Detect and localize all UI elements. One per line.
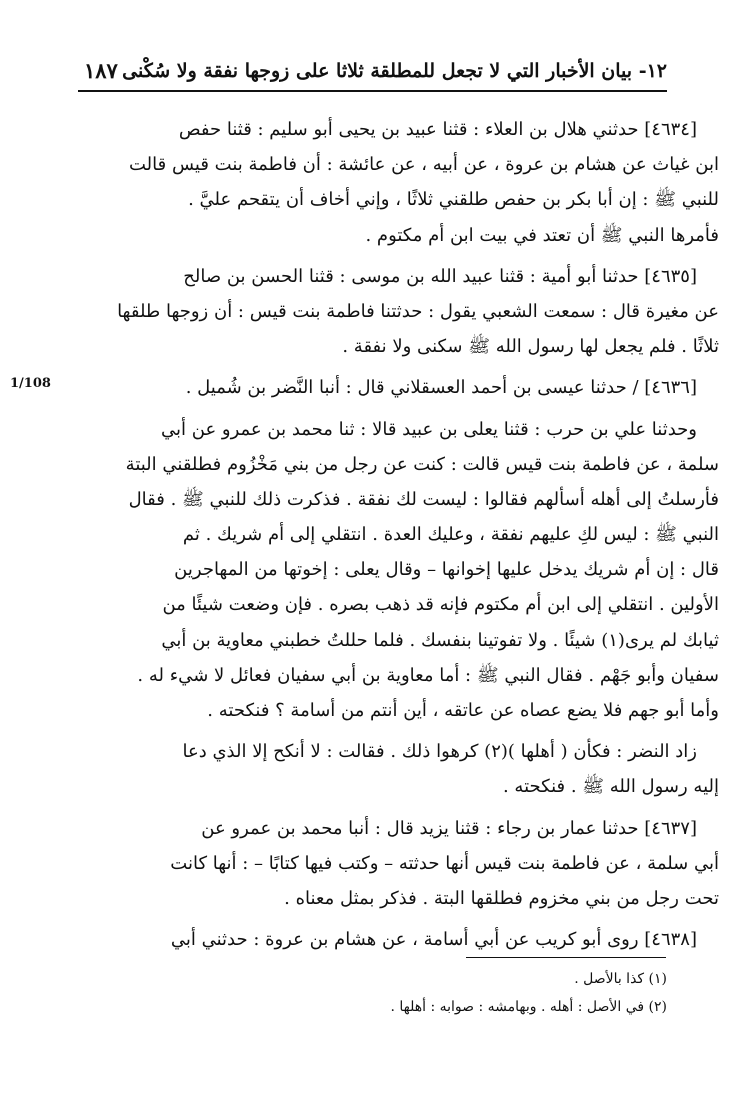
text-line: قال : إن أم شريك يدخل عليها إخوانها – وقال يعلى : إخوتها من المهاجرين	[174, 559, 719, 581]
footnote: (٢) في الأصل : أهله . وبهامشه : صوابه : أهلها .	[390, 999, 667, 1015]
chapter-title: ١٢- بيان الأخبار التي لا تجعل للمطلقة ثلاثا على زوجها نفقة ولا سُكْنى	[122, 60, 667, 82]
text-line: النبي ﷺ : ليس لكِ عليهم نفقة ، وعليك العدة . انتقلي إلى أم شريك . ثم	[182, 524, 719, 546]
text-line: للنبي ﷺ : إن أبا بكر بن حفص طلقني ثلاثًا ، وإني أخاف أن يتقحم عليَّ .	[188, 189, 719, 211]
text-line: ثلاثًا . فلم يجعل لها رسول الله ﷺ سكنى ولا نفقة .	[342, 336, 719, 358]
text-line: فأمرها النبي ﷺ أن تعتد في بيت ابن أم مكتوم .	[365, 224, 719, 246]
text-line: أبي سلمة ، عن فاطمة بنت قيس أنها حدثته – وكتب فيها كتابًا – : أنها كانت	[170, 852, 719, 874]
text-line: وأما أبو جهم فلا يضع عصاه عن عاتقه ، أين أنتم من أسامة ؟ فنكحته .	[207, 700, 719, 721]
main-text	[78, 112, 719, 957]
margin-note: 1/108	[10, 376, 51, 391]
text-line: تحت رجل من بني مخزوم فطلقها البتة . فذكر بمثل معناه .	[284, 887, 719, 909]
page-header	[78, 52, 667, 92]
text-line: سلمة ، عن فاطمة بنت قيس قالت : كنت عن رجل من بني مَخْزُوم فطلقني البتة	[125, 453, 719, 475]
text-line: الأولين . انتقلي إلى ابن أم مكتوم فإنه قد ذهب بصره . فإن وضعت شيئًا من	[162, 594, 719, 616]
page-number: ١٨٧	[84, 58, 118, 83]
text-line: ابن غياث عن هشام بن عروة ، عن أبيه ، عن عائشة : أن فاطمة بنت قيس قالت	[128, 154, 719, 176]
text-line: سفيان وأبو جَهْم . فقال النبي ﷺ : أما معاوية بن أبي سفيان فعائل لا شيء له .	[137, 664, 719, 686]
footnote-rule	[466, 957, 666, 958]
text-line: زاد النضر : فكأن ( أهلها )(٢) كرهوا ذلك . فقالت : لا أنكح إلا الذي دعا	[182, 741, 697, 763]
text-line: ثيابك لم يرى(١) شيئًا . ولا تفوتينا بنفسك . فلما حللتُ خطبني معاوية بن أبي	[161, 629, 719, 651]
text-line: [٤٦٣٨] روى أبو كريب عن أبي أسامة ، عن هشام بن عروة : حدثني أبي	[170, 929, 697, 951]
footnotes	[78, 965, 667, 1021]
text-line: عن مغيرة قال : سمعت الشعبي يقول : حدثتنا فاطمة بنت قيس : أن زوجها طلقها	[117, 300, 719, 322]
text-line: [٤٦٣٤] حدثني هلال بن العلاء : قثنا عبيد بن يحيى أبو سليم : قثنا حفص	[178, 119, 697, 140]
text-line: [٤٦٣٦] / حدثنا عيسى بن أحمد العسقلاني قال : أنبا النَّضر بن شُميل .	[185, 377, 697, 399]
text-line: إليه رسول الله ﷺ . فنكحته .	[502, 776, 719, 798]
header-rule	[78, 90, 667, 92]
text-line: [٤٦٣٧] حدثنا عمار بن رجاء : قثنا يزيد قال : أنبا محمد بن عمرو عن	[201, 817, 697, 839]
text-line: [٤٦٣٥] حدثنا أبو أمية : قثنا عبيد الله بن موسى : قثنا الحسن بن صالح	[183, 265, 697, 287]
footnote: (١) كذا بالأصل .	[574, 971, 667, 987]
text-line: فأرسلتُ إلى أهله أسألهم فقالوا : ليست لك نفقة . فذكرت ذلك للنبي ﷺ . فقال	[128, 488, 719, 510]
text-line: وحدثنا علي بن حرب : قثنا يعلى بن عبيد قالا : ثنا محمد بن عمرو عن أبي	[161, 418, 697, 440]
